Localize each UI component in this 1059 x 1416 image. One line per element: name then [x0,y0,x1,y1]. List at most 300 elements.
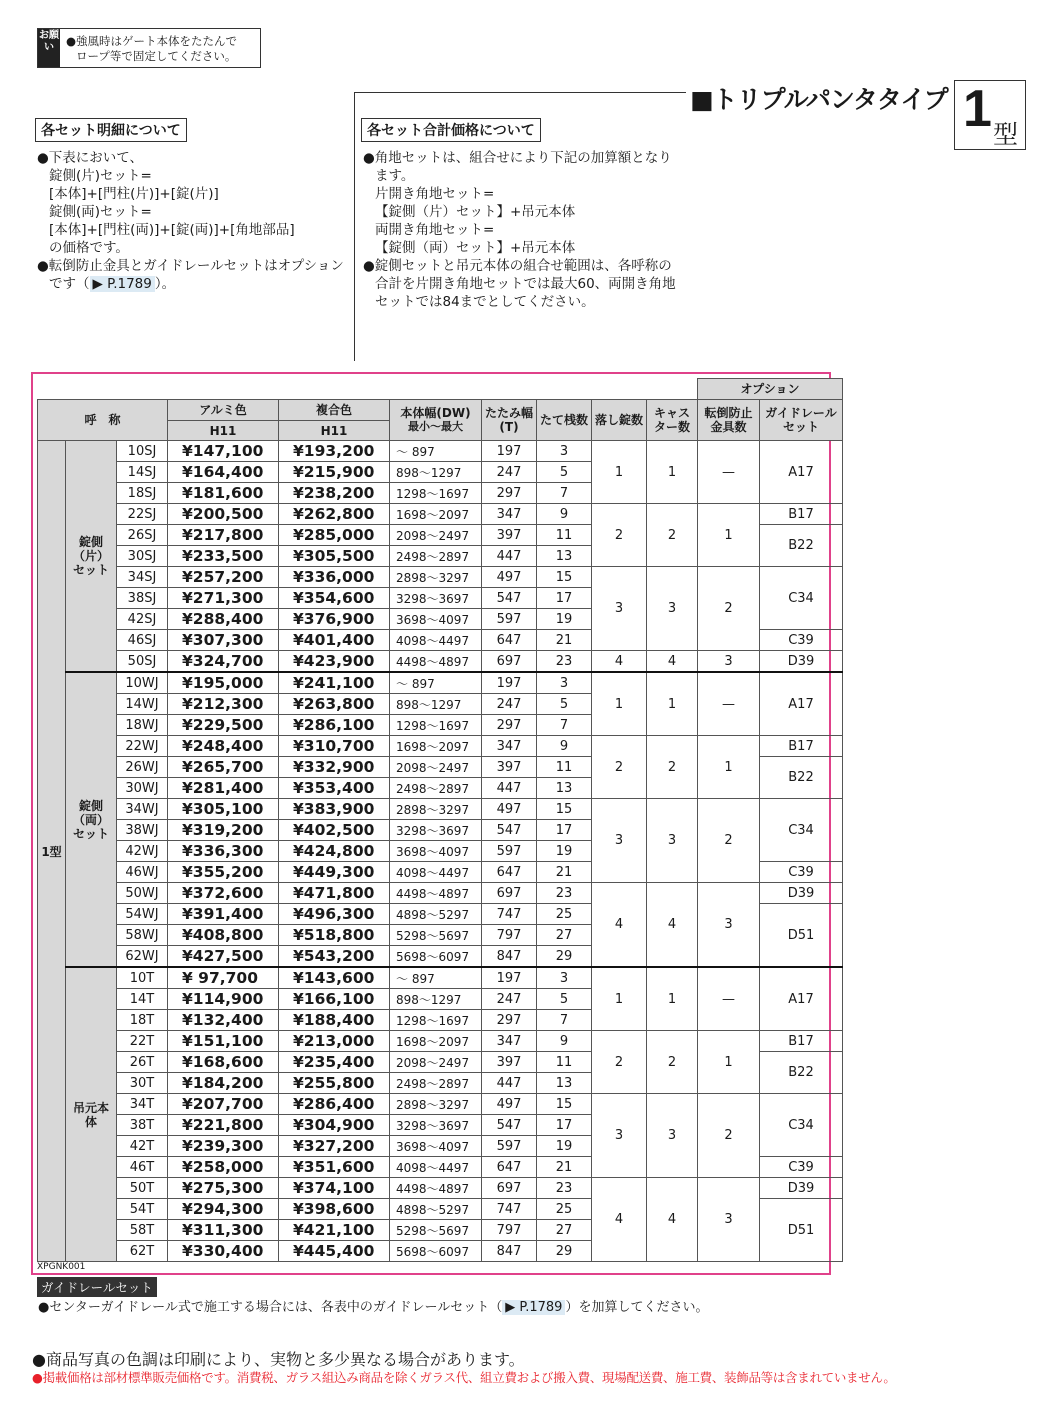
section1-bullet-tail: ）。 [154,276,176,292]
table-row [38,651,843,673]
price-alumi: ¥305,100 [168,799,279,820]
width-range: 4898～5297 [390,904,482,925]
table-row [38,799,843,820]
bar-count: 17 [537,820,592,841]
fold-width: 497 [482,1094,537,1115]
price-alumi: ¥427,500 [168,946,279,968]
caster-count: 4 [647,651,698,673]
fold-width: 747 [482,904,537,925]
caster-count: 2 [647,504,698,567]
price-fukugo: ¥188,400 [279,1010,390,1031]
section2-body [363,149,678,311]
fold-width: 647 [482,630,537,651]
price-alumi: ¥294,300 [168,1199,279,1220]
fold-width: 597 [482,1136,537,1157]
section1-line: ●下表において、 [37,150,144,166]
bar-count: 25 [537,904,592,925]
price-fukugo: ¥255,800 [279,1073,390,1094]
fold-width: 597 [482,841,537,862]
width-range: 5698～6097 [390,1241,482,1262]
table-row [38,672,843,694]
width-range: 4498～4897 [390,883,482,904]
model-name: 14T [117,989,168,1010]
bar-count: 15 [537,1094,592,1115]
table-row [38,504,843,525]
bar-count: 27 [537,1220,592,1241]
caster-count: 2 [647,1031,698,1094]
fold-width: 447 [482,1073,537,1094]
fold-width: 297 [482,715,537,736]
width-range: 3698～4097 [390,609,482,630]
fold-width: 197 [482,967,537,989]
width-range: 3298～3697 [390,1115,482,1136]
price-alumi: ¥258,000 [168,1157,279,1178]
guide-note-text: ●センターガイドレール式で施工する場合には、各表中のガイドレールセット（ [38,1300,503,1315]
bar-count: 5 [537,694,592,715]
width-range: 898～1297 [390,462,482,483]
fold-width: 697 [482,883,537,904]
model-name: 14SJ [117,462,168,483]
price-alumi: ¥248,400 [168,736,279,757]
fold-width: 697 [482,1178,537,1199]
width-range: 4898～5297 [390,1199,482,1220]
fold-width: 497 [482,799,537,820]
price-alumi: ¥281,400 [168,778,279,799]
price-fukugo: ¥423,900 [279,651,390,673]
fold-width: 347 [482,1031,537,1052]
price-fukugo: ¥336,000 [279,567,390,588]
otoshi-count: 1 [592,967,647,1031]
guide-set: C34 [760,1094,843,1157]
bar-count: 29 [537,1241,592,1262]
model-name: 22WJ [117,736,168,757]
fold-width: 397 [482,757,537,778]
price-fukugo: ¥424,800 [279,841,390,862]
section2-line: 両開き角地セット= [375,222,495,238]
bar-count: 13 [537,778,592,799]
width-range: 2498～2897 [390,546,482,567]
header-guide [760,400,843,441]
guide-rail-note [38,1296,708,1315]
section1-bullet [37,257,347,293]
section1-body [37,149,347,293]
fold-width: 697 [482,651,537,673]
otoshi-count: 4 [592,883,647,968]
header-tento-line1: 転倒防止 [704,406,753,420]
guide-set: C39 [760,1157,843,1178]
bar-count: 15 [537,799,592,820]
price-fukugo: ¥354,600 [279,588,390,609]
bar-count: 17 [537,1115,592,1136]
price-alumi: ¥132,400 [168,1010,279,1031]
tento-count: 1 [698,1031,760,1094]
product-code: XPGNK001 [37,1262,86,1272]
bar-count: 19 [537,609,592,630]
bar-count: 11 [537,1052,592,1073]
price-fukugo: ¥166,100 [279,989,390,1010]
caster-count: 1 [647,441,698,504]
type-badge [954,80,1026,150]
width-range: 5298～5697 [390,1220,482,1241]
section2-bullet: ●角地セットは、組合せにより下記の加算額となります。 [363,150,672,184]
width-range: ～ 897 [390,441,482,462]
model-name: 62WJ [117,946,168,968]
guide-set: B22 [760,1052,843,1094]
notice-box [37,28,261,68]
model-name: 50SJ [117,651,168,673]
model-name: 50T [117,1178,168,1199]
guide-set: C34 [760,799,843,862]
guide-set: D39 [760,651,843,673]
fold-width: 547 [482,588,537,609]
bar-count: 17 [537,588,592,609]
fold-width: 297 [482,1010,537,1031]
price-fukugo: ¥401,400 [279,630,390,651]
price-alumi: ¥195,000 [168,672,279,694]
section2-heading: 各セット合計価格について [361,118,541,142]
tento-count: 1 [698,736,760,799]
width-range: 2498～2897 [390,778,482,799]
price-table [37,378,843,1262]
header-name: 呼 称 [38,400,168,441]
model-name: 62T [117,1241,168,1262]
header-tento [698,400,760,441]
price-alumi: ¥207,700 [168,1094,279,1115]
fold-width: 247 [482,462,537,483]
fold-width: 497 [482,567,537,588]
type-kanji: 型 [993,120,1019,149]
model-name: 10WJ [117,672,168,694]
bar-count: 7 [537,483,592,504]
model-name: 54WJ [117,904,168,925]
guide-set: B17 [760,1031,843,1052]
width-range: 2098～2497 [390,757,482,778]
notice-label: お願い [38,29,60,67]
group-label: 吊元本体 [66,967,117,1262]
guide-set: D39 [760,883,843,904]
price-alumi: ¥200,500 [168,504,279,525]
bar-count: 23 [537,651,592,673]
price-fukugo: ¥471,800 [279,883,390,904]
bar-count: 11 [537,757,592,778]
guide-set: C34 [760,567,843,630]
price-alumi: ¥239,300 [168,1136,279,1157]
page-title: ■トリプルパンタタイプ [686,80,956,116]
section1-bullet-text: ●転倒防止金具とガイドレールセットはオプションです（ [37,258,344,292]
width-range: 1298～1697 [390,483,482,504]
notice-text [66,34,237,64]
price-fukugo: ¥402,500 [279,820,390,841]
caster-count: 3 [647,799,698,883]
width-range: 2898～3297 [390,1094,482,1115]
bar-count: 19 [537,841,592,862]
otoshi-count: 3 [592,1094,647,1178]
guide-note-tail: ）を加算してください。 [565,1300,709,1315]
price-fukugo: ¥193,200 [279,441,390,462]
price-fukugo: ¥383,900 [279,799,390,820]
price-fukugo: ¥285,000 [279,525,390,546]
price-alumi: ¥ 97,700 [168,967,279,989]
page-reference-link[interactable]: ▶ P.1789 [502,1300,565,1315]
bar-count: 3 [537,441,592,462]
width-range: 2498～2897 [390,1073,482,1094]
header-h11-fukugo: H11 [279,421,390,441]
tento-count: — [698,672,760,736]
width-range: ～ 897 [390,672,482,694]
guide-set: C39 [760,630,843,651]
width-range: 2898～3297 [390,799,482,820]
guide-rail-heading: ガイドレールセット [37,1277,157,1297]
fold-width: 247 [482,989,537,1010]
model-name: 34WJ [117,799,168,820]
price-alumi: ¥217,800 [168,525,279,546]
section1-line: 錠側(片)セット= [49,168,152,184]
price-fukugo: ¥304,900 [279,1115,390,1136]
model-name: 38WJ [117,820,168,841]
footer-note: ●商品写真の色調は印刷により、実物と多少異なる場合があります。 [32,1350,525,1369]
model-name: 38T [117,1115,168,1136]
caster-count: 1 [647,672,698,736]
price-alumi: ¥372,600 [168,883,279,904]
price-alumi: ¥311,300 [168,1220,279,1241]
guide-set: D51 [760,1199,843,1262]
width-range: 3698～4097 [390,1136,482,1157]
price-alumi: ¥265,700 [168,757,279,778]
price-fukugo: ¥543,200 [279,946,390,968]
model-name: 10SJ [117,441,168,462]
model-name: 18SJ [117,483,168,504]
bar-count: 11 [537,525,592,546]
guide-set: B22 [760,757,843,799]
caster-count: 4 [647,1178,698,1262]
fold-width: 747 [482,1199,537,1220]
model-name: 26SJ [117,525,168,546]
model-name: 34T [117,1094,168,1115]
bar-count: 21 [537,862,592,883]
bar-count: 15 [537,567,592,588]
section1-line: の価格です。 [49,240,129,256]
price-alumi: ¥147,100 [168,441,279,462]
guide-set: A17 [760,441,843,504]
table-row [38,736,843,757]
price-fukugo: ¥286,100 [279,715,390,736]
price-fukugo: ¥235,400 [279,1052,390,1073]
tento-count: — [698,967,760,1031]
caster-count: 3 [647,1094,698,1178]
notice-line: ●強風時はゲート本体をたたんで [66,34,238,48]
price-fukugo: ¥310,700 [279,736,390,757]
table-row [38,1031,843,1052]
model-name: 18T [117,1010,168,1031]
header-spacer [38,379,698,400]
table-header [38,379,843,441]
price-alumi: ¥221,800 [168,1115,279,1136]
otoshi-count: 3 [592,799,647,883]
header-tento-line2: 金具数 [710,420,747,434]
price-alumi: ¥288,400 [168,609,279,630]
fold-width: 447 [482,546,537,567]
notice-line: ロープ等で固定してください。 [76,49,237,63]
section1-line: [本体]+[門柱(片)]+[錠(片)] [49,186,219,202]
width-range: 4098～4497 [390,630,482,651]
header-count: たて桟数 [537,400,592,441]
width-range: 1298～1697 [390,715,482,736]
fold-width: 297 [482,483,537,504]
page-reference-link[interactable]: ▶ P.1789 [90,276,155,292]
bar-count: 9 [537,736,592,757]
table-row [38,883,843,904]
header-caster-line1: キャス [653,406,690,420]
model-name: 42SJ [117,609,168,630]
section2-line: 【錠側（両）セット】+吊元本体 [375,240,576,256]
model-name: 30SJ [117,546,168,567]
header-caster-line2: ター数 [653,420,690,434]
fold-width: 547 [482,820,537,841]
price-alumi: ¥408,800 [168,925,279,946]
fold-width: 397 [482,525,537,546]
model-name: 34SJ [117,567,168,588]
model-name: 42T [117,1136,168,1157]
guide-set: D51 [760,904,843,968]
price-fukugo: ¥421,100 [279,1220,390,1241]
guide-set: C39 [760,862,843,883]
bar-count: 13 [537,546,592,567]
price-alumi: ¥233,500 [168,546,279,567]
model-name: 42WJ [117,841,168,862]
width-range: 3698～4097 [390,841,482,862]
guide-set: A17 [760,967,843,1031]
price-alumi: ¥164,400 [168,462,279,483]
price-alumi: ¥114,900 [168,989,279,1010]
caster-count: 4 [647,883,698,968]
tento-count: 2 [698,567,760,651]
bar-count: 23 [537,1178,592,1199]
guide-set: B17 [760,504,843,525]
group-label: 錠側（片）セット [66,441,117,673]
table-row [38,567,843,588]
width-range: 1698～2097 [390,1031,482,1052]
caster-count: 2 [647,736,698,799]
fold-width: 247 [482,694,537,715]
fold-width: 797 [482,1220,537,1241]
price-alumi: ¥355,200 [168,862,279,883]
caster-count: 3 [647,567,698,651]
model-name: 30T [117,1073,168,1094]
price-alumi: ¥330,400 [168,1241,279,1262]
bar-count: 29 [537,946,592,968]
bar-count: 25 [537,1199,592,1220]
price-fukugo: ¥286,400 [279,1094,390,1115]
bar-count: 21 [537,1157,592,1178]
header-fold-line2: (T) [499,420,519,434]
header-h11-alumi: H11 [168,421,279,441]
bar-count: 5 [537,462,592,483]
header-width-line1: 本体幅(DW) [400,406,471,420]
price-alumi: ¥391,400 [168,904,279,925]
width-range: 898～1297 [390,694,482,715]
width-range: 4498～4897 [390,651,482,673]
price-fukugo: ¥332,900 [279,757,390,778]
model-name: 14WJ [117,694,168,715]
width-range: 5698～6097 [390,946,482,968]
fold-width: 547 [482,1115,537,1136]
width-range: 2098～2497 [390,525,482,546]
table-row [38,967,843,989]
bar-count: 3 [537,672,592,694]
width-range: 2898～3297 [390,567,482,588]
price-fukugo: ¥374,100 [279,1178,390,1199]
price-alumi: ¥336,300 [168,841,279,862]
guide-set: A17 [760,672,843,736]
price-alumi: ¥307,300 [168,630,279,651]
otoshi-count: 2 [592,736,647,799]
bar-count: 27 [537,925,592,946]
bar-count: 21 [537,630,592,651]
price-alumi: ¥324,700 [168,651,279,673]
tento-count: 3 [698,1178,760,1262]
caster-count: 1 [647,967,698,1031]
price-fukugo: ¥449,300 [279,862,390,883]
otoshi-count: 3 [592,567,647,651]
model-name: 10T [117,967,168,989]
fold-width: 647 [482,1157,537,1178]
price-fukugo: ¥238,200 [279,483,390,504]
width-range: ～ 897 [390,967,482,989]
table-row [38,1178,843,1199]
tento-count: 3 [698,883,760,968]
header-guide-line1: ガイドレール [765,406,837,420]
width-range: 3298～3697 [390,820,482,841]
section1-line: 錠側(両)セット= [49,204,152,220]
price-alumi: ¥184,200 [168,1073,279,1094]
section-divider [354,92,355,361]
guide-set: D39 [760,1178,843,1199]
fold-width: 797 [482,925,537,946]
tento-count: 3 [698,651,760,673]
header-width-line2: 最小～最大 [408,420,463,433]
width-range: 4098～4497 [390,862,482,883]
price-fukugo: ¥496,300 [279,904,390,925]
bar-count: 13 [537,1073,592,1094]
section2-line: 片開き角地セット= [375,186,495,202]
group-label: 錠側（両）セット [66,672,117,967]
guide-set: B22 [760,525,843,567]
header-alumi: アルミ色 [168,400,279,421]
price-fukugo: ¥263,800 [279,694,390,715]
fold-width: 197 [482,441,537,462]
section2-line: 【錠側（片）セット】+吊元本体 [375,204,576,220]
model-name: 58WJ [117,925,168,946]
width-range: 898～1297 [390,989,482,1010]
model-name: 50WJ [117,883,168,904]
model-name: 30WJ [117,778,168,799]
model-name: 22T [117,1031,168,1052]
price-fukugo: ¥213,000 [279,1031,390,1052]
price-alumi: ¥271,300 [168,588,279,609]
header-fukugo: 複合色 [279,400,390,421]
otoshi-count: 1 [592,672,647,736]
type-number: 1 [963,80,992,138]
price-fukugo: ¥351,600 [279,1157,390,1178]
fold-width: 197 [482,672,537,694]
bar-count: 5 [537,989,592,1010]
bar-count: 9 [537,1031,592,1052]
table-row [38,441,843,462]
price-alumi: ¥168,600 [168,1052,279,1073]
model-name: 46SJ [117,630,168,651]
table-body [38,441,843,1262]
header-width [390,400,482,441]
